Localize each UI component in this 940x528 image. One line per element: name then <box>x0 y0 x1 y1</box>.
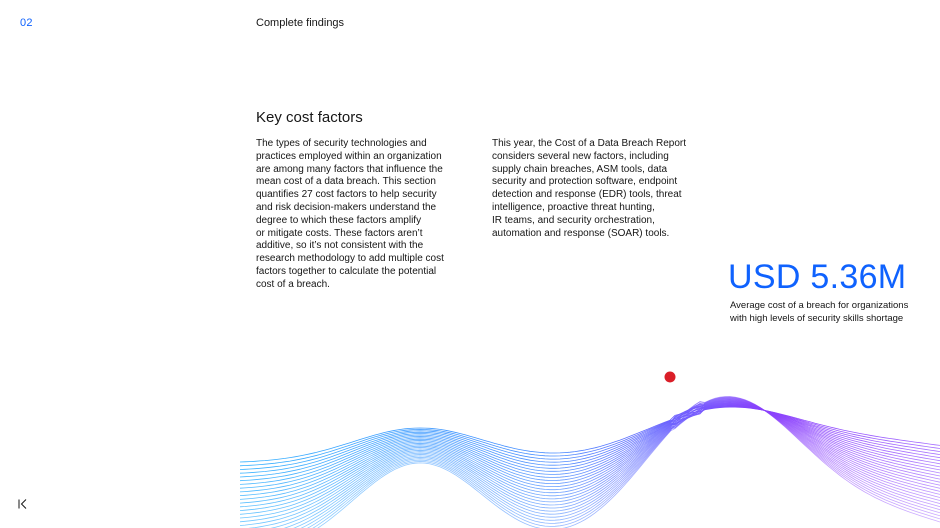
wave-line <box>240 403 940 500</box>
paragraph-line: The types of security technologies and <box>256 138 427 149</box>
paragraph-line: or mitigate costs. These factors aren’t <box>256 227 423 239</box>
paragraph-line: cost of a breach. <box>256 278 330 290</box>
paragraph-line: research methodology to add multiple cost <box>256 253 444 265</box>
paragraph-line: This year, the Cost of a Data Breach Report <box>492 138 686 149</box>
paragraph-line: factors together to calculate the potential <box>256 265 437 277</box>
paragraph-line: automation and response (SOAR) tools. <box>492 227 670 239</box>
wave-line <box>240 400 940 522</box>
wave-line <box>240 402 940 507</box>
wave-line <box>240 407 940 466</box>
wave-line <box>240 406 940 469</box>
paragraph-line: IR teams, and security orchestration, <box>492 214 655 226</box>
wave-line <box>240 400 940 528</box>
wave-line <box>240 398 940 528</box>
paragraph-line: considers several new factors, including <box>492 150 669 162</box>
wave-line <box>240 403 940 495</box>
wave-lines <box>240 397 940 528</box>
page-heading: Key cost factors <box>256 109 363 126</box>
wave-line <box>240 405 940 477</box>
paragraph-line: detection and response (EDR) tools, threat <box>492 189 682 201</box>
wave-line <box>240 406 940 473</box>
stat-caption <box>730 300 908 325</box>
paragraph-line: practices employed within an organization <box>256 150 442 162</box>
paragraph-line: intelligence, proactive threat hunting, <box>492 201 655 213</box>
wave-line <box>240 405 940 485</box>
wave-line <box>240 407 940 462</box>
wave-line <box>240 401 940 514</box>
stat-caption-line: Average cost of a breach for organizations <box>730 300 909 311</box>
section-title: Complete findings <box>256 17 345 29</box>
intro-paragraph-right <box>492 138 686 240</box>
paragraph-line: quantifies 27 cost factors to help security <box>256 189 437 201</box>
paragraph-line: security and protection software, endpoint <box>492 176 678 188</box>
paragraph-line: degree to which these factors amplify <box>256 214 422 226</box>
back-to-start-icon[interactable] <box>16 497 30 511</box>
wave-line <box>240 398 940 528</box>
page-number: 02 <box>20 17 33 29</box>
wave-line <box>240 400 940 526</box>
wave-line <box>240 405 940 481</box>
paragraph-line: and risk decision-makers understand the <box>256 201 437 213</box>
stat-caption-line: with high levels of security skills shortage <box>730 312 904 324</box>
wave-line <box>240 397 940 528</box>
red-dot-marker <box>665 372 676 383</box>
wave-line <box>240 401 940 518</box>
paragraph-line: mean cost of a data breach. This section <box>256 176 436 188</box>
wave-line <box>240 397 940 528</box>
wave-line <box>240 404 940 492</box>
paragraph-line: are among many factors that influence the <box>256 163 443 175</box>
stat-value: USD 5.36M <box>728 258 907 296</box>
wave-line <box>240 402 940 503</box>
paragraph-line: supply chain breaches, ASM tools, data <box>492 163 668 175</box>
wave-line <box>240 399 940 528</box>
wave-line <box>240 397 940 528</box>
wave-line <box>240 399 940 528</box>
wave-line <box>240 404 940 488</box>
wave-line <box>240 402 940 511</box>
intro-paragraph-left <box>256 138 444 292</box>
paragraph-line: additive, so it’s not consistent with the <box>256 240 424 252</box>
